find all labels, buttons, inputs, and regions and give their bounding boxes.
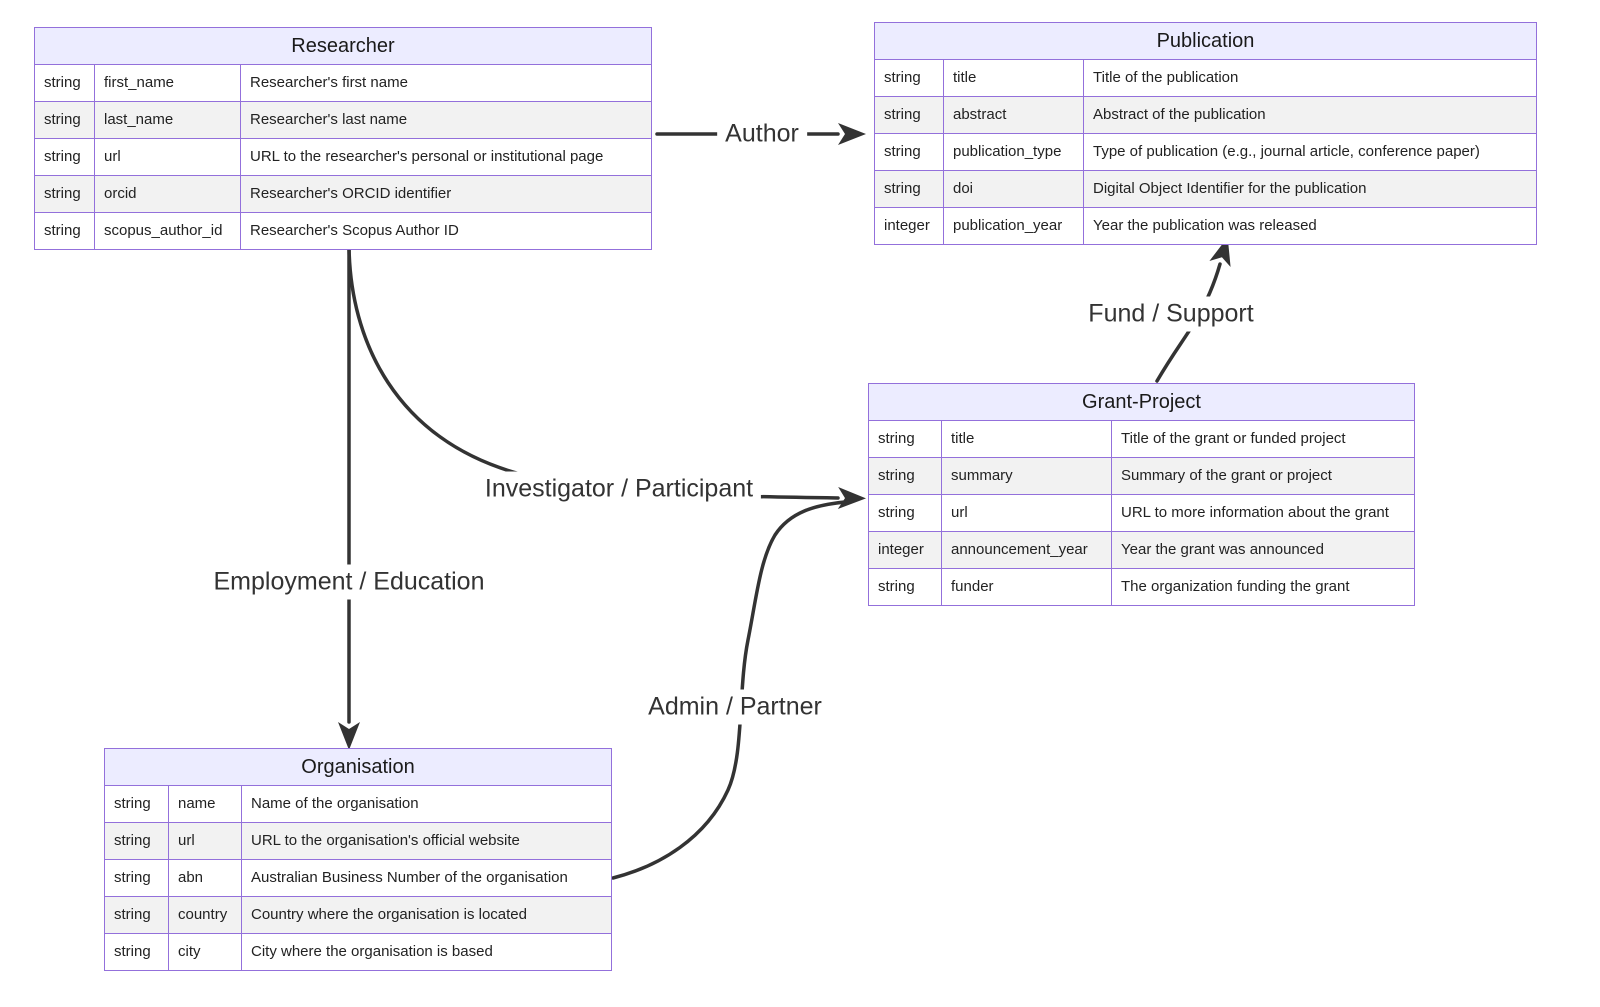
attribute-comment: URL to the organisation's official website (241, 823, 611, 859)
attribute-row (869, 457, 1414, 494)
entity-title: Publication (875, 23, 1536, 59)
attribute-name: abstract (943, 97, 1083, 133)
attribute-name: publication_year (943, 208, 1083, 244)
attribute-comment: URL to more information about the grant (1111, 495, 1414, 531)
attribute-row (875, 133, 1536, 170)
attribute-name: publication_type (943, 134, 1083, 170)
attribute-name: announcement_year (941, 532, 1111, 568)
attribute-comment: Digital Object Identifier for the publication (1083, 171, 1536, 207)
attribute-type: string (878, 467, 915, 484)
attribute-type: string (44, 222, 81, 239)
attribute-name: doi (943, 171, 1083, 207)
attribute-type: string (114, 832, 151, 849)
edge-investigator-participant (349, 246, 838, 498)
attribute-row (875, 96, 1536, 133)
attribute-type: string (44, 111, 81, 128)
attribute-name: url (941, 495, 1111, 531)
attribute-name: last_name (94, 102, 240, 138)
attribute-type: string (878, 504, 915, 521)
attribute-row (869, 494, 1414, 531)
attribute-type: string (114, 943, 151, 960)
attribute-comment: Researcher's ORCID identifier (240, 176, 651, 212)
attribute-row (869, 531, 1414, 568)
attribute-row (105, 933, 611, 970)
edge-label-employment-education: Employment / Education (206, 565, 493, 600)
attribute-name: orcid (94, 176, 240, 212)
attribute-type: string (44, 185, 81, 202)
attribute-row (105, 896, 611, 933)
entity-title: Researcher (35, 28, 651, 64)
attribute-name: url (168, 823, 241, 859)
attribute-name: title (941, 421, 1111, 457)
attribute-type: string (884, 69, 921, 86)
edge-label-fund-support: Fund / Support (1080, 297, 1261, 332)
attribute-comment: Summary of the grant or project (1111, 458, 1414, 494)
attribute-row (869, 420, 1414, 457)
attribute-comment: Name of the organisation (241, 786, 611, 822)
attribute-row (35, 138, 651, 175)
entity-title: Organisation (105, 749, 611, 785)
edge-label-author: Author (717, 117, 807, 152)
attribute-name: summary (941, 458, 1111, 494)
attribute-comment: Country where the organisation is located (241, 897, 611, 933)
attribute-name: title (943, 60, 1083, 96)
attribute-type: integer (878, 541, 924, 558)
attribute-name: city (168, 934, 241, 970)
attribute-comment: Australian Business Number of the organisation (241, 860, 611, 896)
edge-label-admin-partner: Admin / Partner (640, 690, 830, 725)
attribute-row (35, 175, 651, 212)
attribute-comment: URL to the researcher's personal or institutional page (240, 139, 651, 175)
attribute-comment: City where the organisation is based (241, 934, 611, 970)
attribute-type: string (44, 74, 81, 91)
attribute-comment: Researcher's first name (240, 65, 651, 101)
attribute-comment: Researcher's Scopus Author ID (240, 213, 651, 249)
attribute-comment: The organization funding the grant (1111, 569, 1414, 605)
attribute-comment: Type of publication (e.g., journal article, conference paper) (1083, 134, 1536, 170)
entity-grant-project (868, 383, 1415, 606)
attribute-comment: Researcher's last name (240, 102, 651, 138)
attribute-type: string (884, 180, 921, 197)
attribute-comment: Title of the publication (1083, 60, 1536, 96)
attribute-comment: Title of the grant or funded project (1111, 421, 1414, 457)
attribute-comment: Abstract of the publication (1083, 97, 1536, 133)
attribute-row (35, 212, 651, 249)
attribute-type: integer (884, 217, 930, 234)
edge-label-investigator-participant: Investigator / Participant (477, 472, 761, 507)
attribute-type: string (878, 430, 915, 447)
attribute-row (869, 568, 1414, 605)
entity-researcher (34, 27, 652, 250)
attribute-type: string (884, 106, 921, 123)
attribute-type: string (44, 148, 81, 165)
entity-publication (874, 22, 1537, 245)
entity-organisation (104, 748, 612, 971)
attribute-name: first_name (94, 65, 240, 101)
attribute-row (35, 64, 651, 101)
attribute-name: url (94, 139, 240, 175)
attribute-type: string (114, 795, 151, 812)
attribute-type: string (114, 906, 151, 923)
attribute-type: string (878, 578, 915, 595)
attribute-comment: Year the publication was released (1083, 208, 1536, 244)
attribute-name: funder (941, 569, 1111, 605)
attribute-comment: Year the grant was announced (1111, 532, 1414, 568)
attribute-row (105, 785, 611, 822)
attribute-row (105, 859, 611, 896)
attribute-name: abn (168, 860, 241, 896)
attribute-row (105, 822, 611, 859)
attribute-row (875, 207, 1536, 244)
attribute-type: string (114, 869, 151, 886)
attribute-row (35, 101, 651, 138)
attribute-name: name (168, 786, 241, 822)
attribute-row (875, 170, 1536, 207)
attribute-type: string (884, 143, 921, 160)
attribute-name: scopus_author_id (94, 213, 240, 249)
entity-title: Grant-Project (869, 384, 1414, 420)
attribute-name: country (168, 897, 241, 933)
attribute-row (875, 59, 1536, 96)
